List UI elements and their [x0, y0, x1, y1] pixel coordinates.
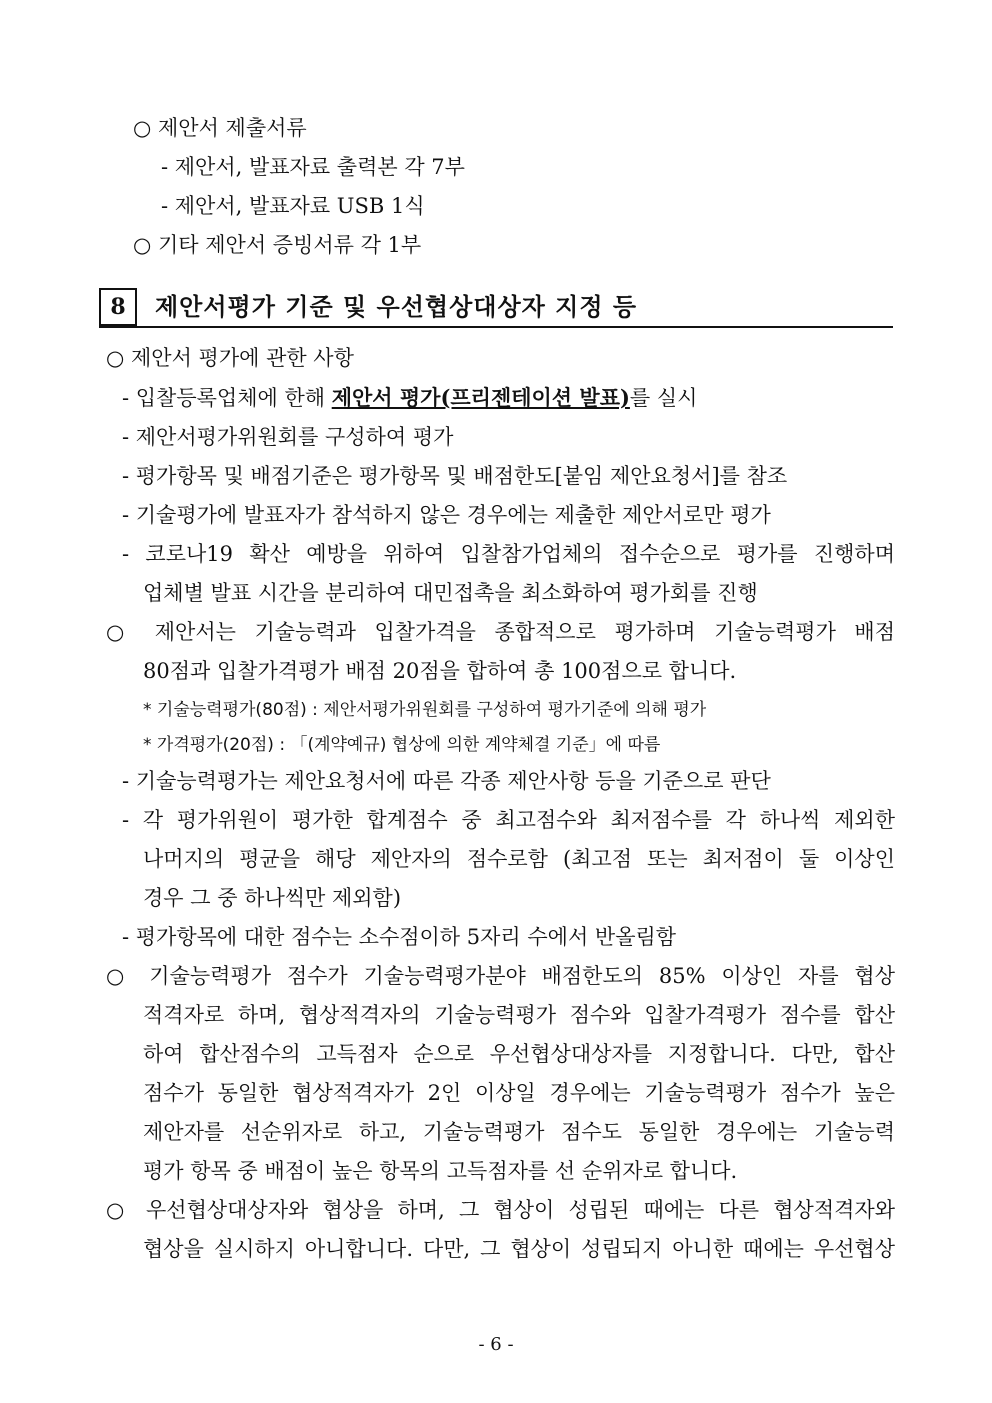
dash-item-max-min-cont: 나머지의 평균을 해당 제안자의 점수로함 (최고점 또는 최저점이 둘 이상인	[143, 847, 895, 871]
bullet-evaluation-matters: ○ 제안서 평가에 관한 사항	[106, 346, 354, 370]
bullet-priority-negotiation: ○ 우선협상대상자와 협상을 하며, 그 협상이 성립된 때에는 다른 협상적격자와	[106, 1198, 895, 1222]
dash-item-covid: - 코로나19 확산 예방을 위하여 입찰참가업체의 접수순으로 평가를 진행하며	[122, 542, 895, 566]
text-suffix: 를 실시	[629, 386, 698, 410]
text-prefix: - 입찰등록업체에 한해	[122, 386, 332, 410]
page-number: - 6 -	[478, 1334, 514, 1355]
paragraph-line: 점수가 동일한 협상적격자가 2인 이상일 경우에는 기술능력평가 점수가 높은	[143, 1081, 895, 1105]
paragraph-line: 적격자로 하며, 협상적격자의 기술능력평가 점수와 입찰가격평가 점수를 합산	[143, 1003, 895, 1027]
paragraph-line: 협상을 실시하지 아니합니다. 다만, 그 협상이 성립되지 아니한 때에는 우선협상	[143, 1237, 895, 1261]
paragraph-line: 하여 합산점수의 고득점자 순으로 우선협상대상자를 지정합니다. 다만, 합산	[143, 1042, 895, 1066]
list-item-other-docs: ○ 기타 제안서 증빙서류 각 1부	[133, 233, 422, 257]
dash-item-criteria: - 평가항목 및 배점기준은 평가항목 및 배점한도[붙임 제안요청서]를 참조	[122, 464, 788, 488]
note-price-eval: * 가격평가(20점) : 「(계약예규) 협상에 의한 계약체결 기준」에 따름	[143, 735, 661, 755]
emphasis-presentation: 제안서 평가(프리젠테이션 발표)	[331, 385, 630, 410]
dash-item-judgement: - 기술능력평가는 제안요청서에 따른 각종 제안사항 등을 기준으로 판단	[122, 769, 771, 793]
bullet-scoring-cont: 80점과 입찰가격평가 배점 20점을 합하여 총 100점으로 합니다.	[143, 659, 737, 683]
bullet-scoring: ○ 제안서는 기술능력과 입찰가격을 종합적으로 평가하며 기술능력평가 배점	[106, 620, 895, 644]
dash-item-covid-cont: 업체별 발표 시간을 분리하여 대민접촉을 최소화하여 평가회를 진행	[143, 581, 758, 605]
section-number: 8	[99, 288, 137, 326]
dash-item-committee: - 제안서평가위원회를 구성하여 평가	[122, 425, 454, 449]
paragraph-line: 평가 항목 중 배점이 높은 항목의 고득점자를 선 순위자로 합니다.	[143, 1159, 738, 1183]
dash-item-max-min-end: 경우 그 중 하나씩만 제외함)	[143, 886, 402, 910]
dash-item-rounding: - 평가항목에 대한 점수는 소수점이하 5자리 수에서 반올림함	[122, 925, 677, 949]
list-item-usb: - 제안서, 발표자료 USB 1식	[161, 194, 425, 218]
paragraph-line: 제안자를 선순위자로 하고, 기술능력평가 점수도 동일한 경우에는 기술능력	[143, 1120, 895, 1144]
dash-item-registered-bidders	[122, 384, 697, 412]
list-item-proposal-docs: ○ 제안서 제출서류	[133, 116, 307, 140]
list-item-printouts: - 제안서, 발표자료 출력본 각 7부	[161, 155, 465, 179]
section-divider	[99, 326, 893, 328]
section-title: 제안서평가 기준 및 우선협상대상자 지정 등	[155, 292, 638, 321]
note-technical-eval: * 기술능력평가(80점) : 제안서평가위원회를 구성하여 평가기준에 의해 평가	[143, 700, 707, 720]
bullet-negotiation-eligibility: ○ 기술능력평가 점수가 기술능력평가분야 배점한도의 85% 이상인 자를 협상	[106, 964, 895, 988]
dash-item-absent-presenter: - 기술평가에 발표자가 참석하지 않은 경우에는 제출한 제안서로만 평가	[122, 503, 771, 527]
dash-item-max-min: - 각 평가위원이 평가한 합계점수 중 최고점수와 최저점수를 각 하나씩 제외한	[122, 808, 895, 832]
